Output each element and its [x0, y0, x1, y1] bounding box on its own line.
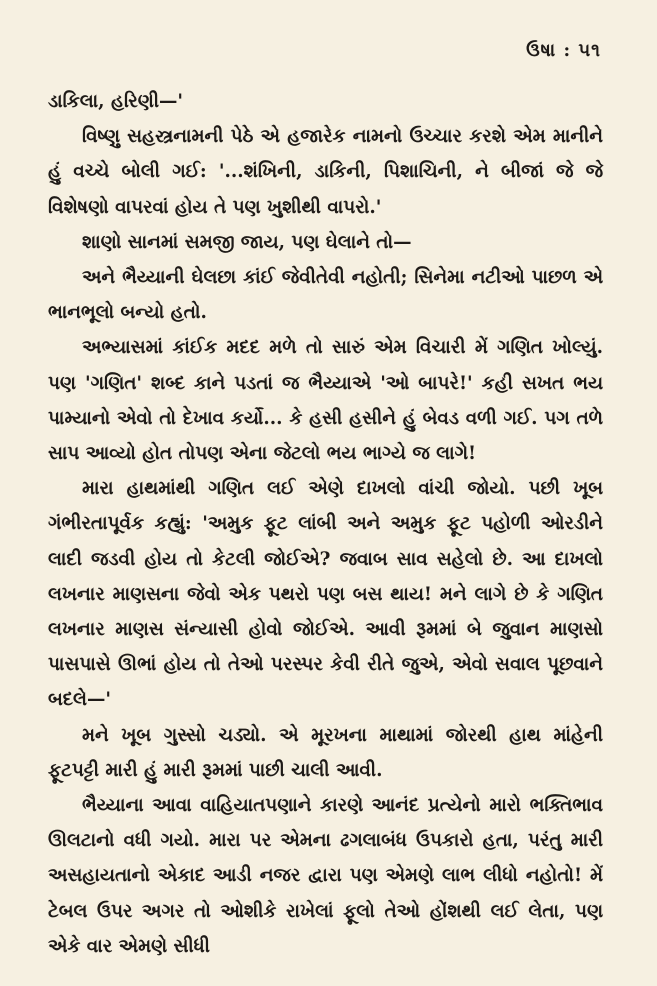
paragraph: વિષ્ણુ સહસ્ત્રનામની પેઠે એ હજારેક નામનો ઉચ્ચાર કરશે એમ માનીને હું વચ્ચે બોલી ગઈ: '...શંખિની, ડાકિની, પિશાચિની, ને બીજાં જે જે વિશેષણો વાપરવાં હોય તે પણ ખુશીથી વાપરો.'	[48, 126, 603, 218]
paragraph: અને ભૈય્યાની ઘેલછા કાંઈ જેવીતેવી નહોતી; સિનેમા નટીઓ પાછળ એ ભાનભૂલો બન્યો હતો.	[48, 267, 603, 324]
paragraph: ભૈય્યાના આવા વાહિયાતપણાને કારણે આનંદ પ્રત્યેનો મારો ભક્તિભાવ ઊલટાનો વધી ગયો. મારા પર એમના ઢગલાબંધ ઉપકારો હતા, પરંતુ મારી અસહાયતાનો એકાદ આડી નજર દ્વારા પણ એમણે લાભ લીધો નહોતો! મેં ટેબલ ઉપર અગર તો ઓશીકે રાખેલાં ફૂલો તેઓ હોંશથી લઈ લેતા, પણ એકે વાર એમણે સીધી	[48, 795, 603, 957]
paragraph: મારા હાથમાંથી ગણિત લઈ એણે દાખલો વાંચી જોયો. પછી ખૂબ ગંભીરતાપૂર્વક કહ્યું: 'અમુક ફૂટ લાંબી અને અમુક ફૂટ પહોળી ઓરડીને લાદી જડવી હોય તો કેટલી જોઈએ? જવાબ સાવ સહેલો છે. આ દાખલો લખનાર માણસના જેવો એક પથરો પણ બસ થાય! મને લાગે છે કે ગણિત લખનાર માણસ સંન્યાસી હોવો જોઈએ. આવી રૂમમાં બે જુવાન માણસો પાસપાસે ઊભાં હોય તો તેઓ પરસ્પર કેવી રીતે જુએ, એવો સવાલ પૂછવાને બદલે—'	[48, 478, 603, 711]
paragraph: મને ખૂબ ગુસ્સો ચડ્યો. એ મૂરખના માથામાં જોરથી હાથ માંહેની ફૂટપટ્ટી મારી હું મારી રૂમમાં પાછી ચાલી આવી.	[48, 724, 603, 781]
paragraph: ડાકિલા, હરિણી—'	[48, 91, 184, 112]
paragraph: શાણો સાનમાં સમજી જાય, પણ ઘેલાને તો—	[82, 231, 412, 253]
page-body-text	[48, 84, 603, 964]
paragraph: અભ્યાસમાં કાંઈક મદદ મળે તો સારું એમ વિચારી મેં ગણિત ખોલ્યું. પણ 'ગણિત' શબ્દ કાને પડતાં જ ભૈય્યાએ 'ઓ બાપરે!' કહી સખત ભય પામ્યાનો એવો તો દેખાવ કર્યો... કે હસી હસીને હું બેવડ વળી ગઈ. પગ તળે સાપ આવ્યો હોત તોપણ એના જેટલો ભય ભાગ્યે જ લાગે!	[48, 337, 603, 465]
running-header: ઉષા : ૫૧	[526, 40, 601, 61]
